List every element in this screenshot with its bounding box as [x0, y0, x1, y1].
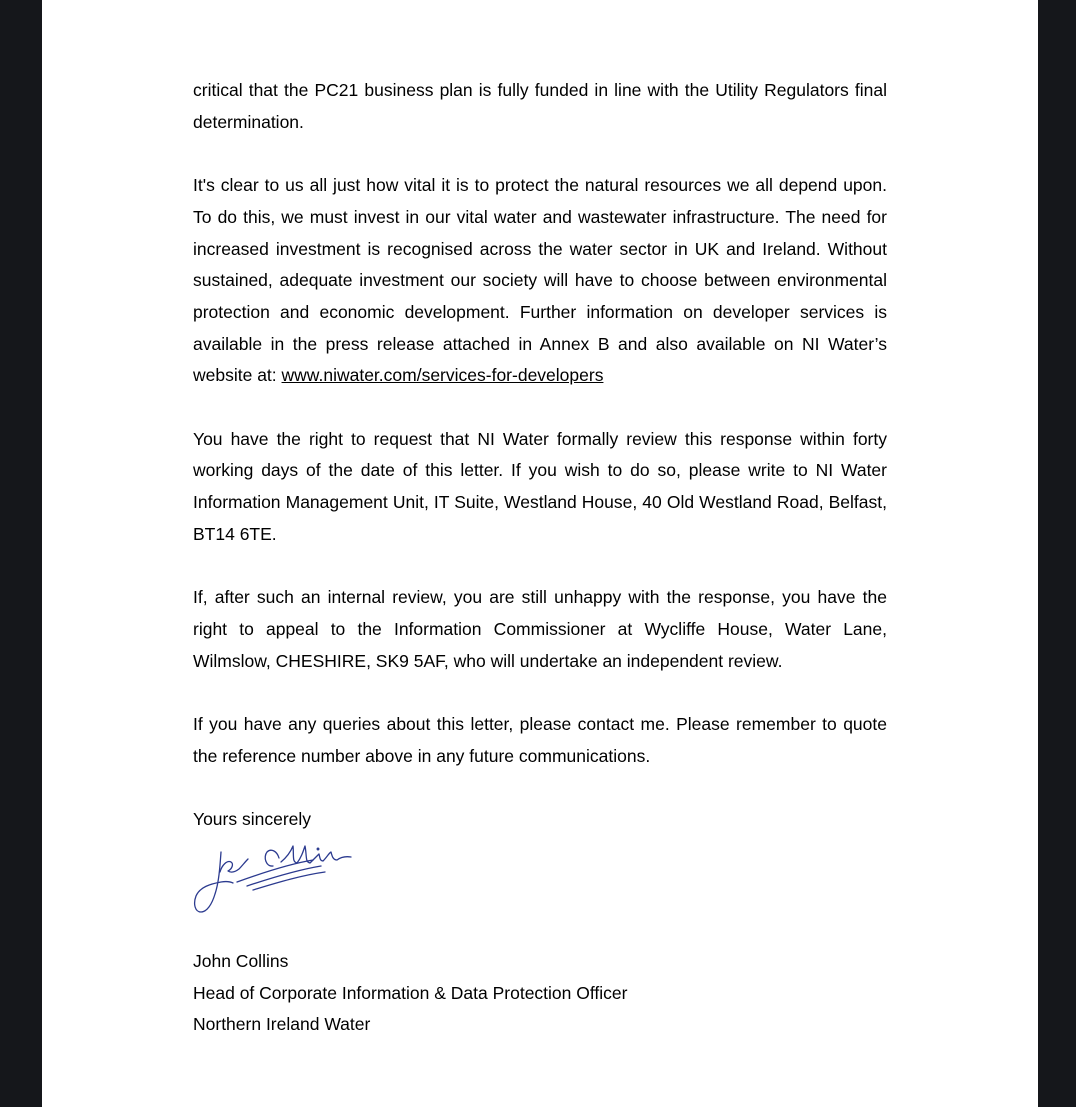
handwritten-signature	[193, 842, 363, 922]
paragraph-investment	[193, 170, 887, 392]
signature-graphic	[193, 842, 363, 922]
paragraph-queries: If you have any queries about this letter, please contact me. Please remember to quote the reference number above in any future communications.	[193, 714, 887, 766]
signatory-title: Head of Corporate Information & Data Protection Officer	[193, 982, 628, 1003]
paragraph-appeal: If, after such an internal review, you are still unhappy with the response, you have the right to appeal to the Information Commissioner at Wycliffe House, Water Lane, Wilmslow, CHESHIRE, SK9 5AF, who will undertake an independent review.	[193, 587, 887, 671]
paragraph-funding: critical that the PC21 business plan is fully funded in line with the Utility Regulators final determination.	[193, 80, 887, 132]
developer-services-link[interactable]: www.niwater.com/services-for-developers	[281, 365, 604, 386]
signatory-name: John Collins	[193, 950, 289, 971]
closing-salutation: Yours sincerely	[193, 809, 312, 830]
signatory-organisation: Northern Ireland Water	[193, 1014, 371, 1035]
paragraph-investment-text: It's clear to us all just how vital it is to protect the natural resources we all depend upon. To do this, we must invest in our vital water and wastewater infrastructure. The need for increased investment is recognised across the water sector in UK and Ireland. Without sustained, adequate investment our society will have to choose between environmental protection and economic development. Further information on developer services is available in the press release attached in Annex B and also available on NI Water’s website at:	[193, 175, 887, 386]
document-page	[42, 0, 1038, 1107]
letter-body	[193, 75, 887, 1041]
paragraph-review-rights: You have the right to request that NI Water formally review this response within forty working days of the date of this letter. If you wish to do so, please write to NI Water Information Management Unit, IT Suite, Westland House, 40 Old Westland Road, Belfast, BT14 6TE.	[193, 428, 887, 544]
